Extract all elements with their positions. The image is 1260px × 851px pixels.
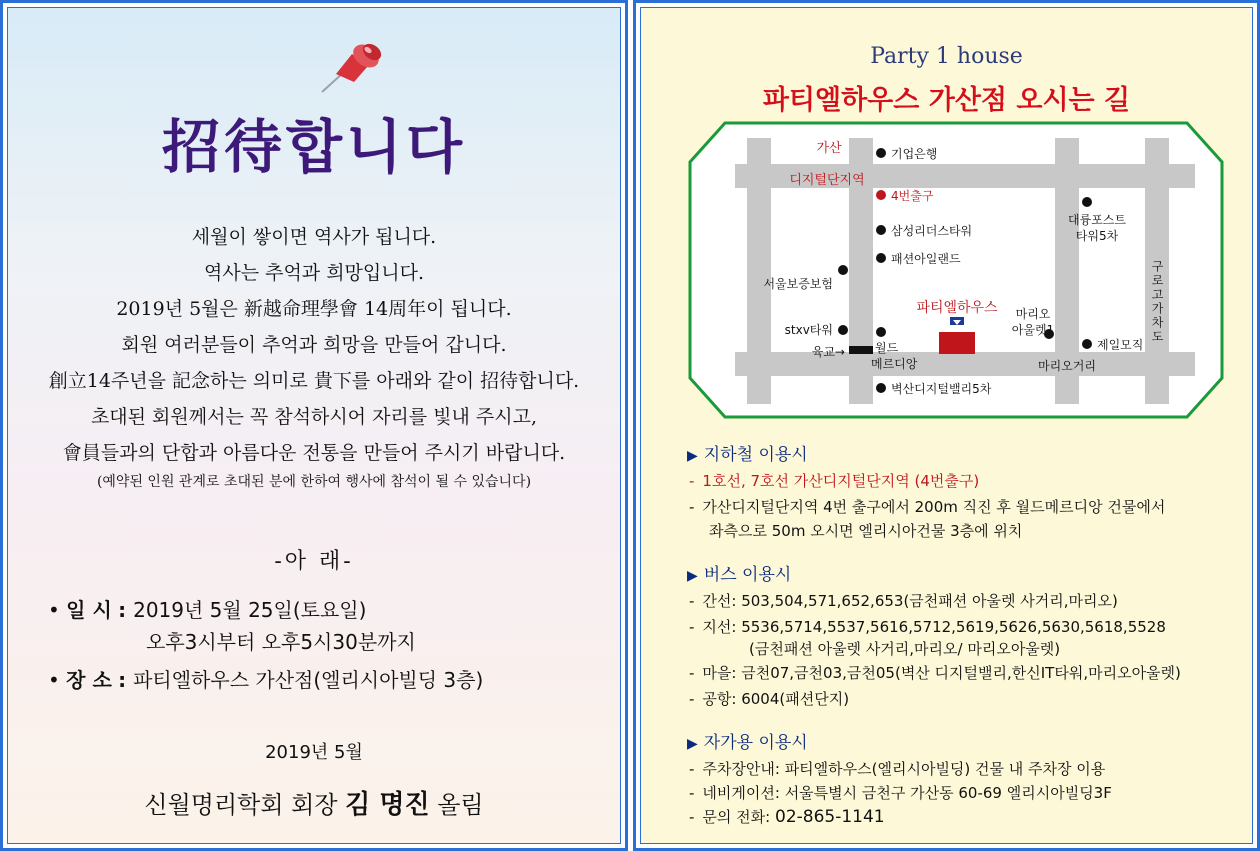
- directions-title: 파티엘하우스 가산점 오시는 길: [762, 85, 1131, 116]
- bus-branch-note: (금천패션 아울렛 사거리,마리오/ 마리오아울렛): [749, 640, 1061, 658]
- body-line-1: 세월이 쌓이면 역사가 됩니다.: [191, 226, 437, 248]
- datetime-value: 2019년 5월 25일(토요일): [133, 598, 367, 622]
- subway-line-2-text: 가산디지털단지역 4번 출구에서 200m 직진 후 월드메르디앙 건물에서: [702, 498, 1166, 516]
- car-heading: [687, 728, 808, 753]
- directions-inner: [640, 7, 1253, 844]
- bus-airport: [689, 688, 849, 709]
- samsung-dot: [876, 225, 886, 235]
- guro-road-label: 구로고가차도: [1150, 260, 1164, 344]
- place-value: 파티엘하우스 가산점(엘리시아빌딩 3층): [133, 668, 484, 692]
- daeryung-label-top: 대륭포스트: [1068, 213, 1126, 227]
- world-label-bottom: 메르디앙: [871, 357, 918, 371]
- destination-label: 파티엘하우스: [916, 300, 998, 316]
- bus-trunk-text: 간선: 503,504,571,652,653(금천패션 아울렛 사거리,마리오): [702, 592, 1118, 610]
- dash: -: [689, 498, 695, 516]
- dash: -: [689, 592, 695, 610]
- subway-line-3: 좌측으로 50m 오시면 엘리시아건물 3층에 위치: [709, 522, 1023, 540]
- bus-branch: [689, 616, 1166, 637]
- signature-suffix: 올림: [437, 791, 484, 819]
- exit4-label: 4번출구: [891, 189, 934, 203]
- push-pin-icon: [314, 36, 388, 100]
- subway-line-1-text: 1호선, 7호선 가산디지털단지역 (4번출구): [702, 472, 980, 490]
- car-navigation-text: 네비게이션: 서울특별시 금천구 가산동 60-69 엘리시아빌딩3F: [702, 784, 1112, 802]
- body-line-3: 2019년 5월은 新越命理學會 14周年이 됩니다.: [116, 298, 512, 320]
- daeryung-label-bottom: 타워5차: [1075, 229, 1119, 243]
- bus-heading: [687, 560, 791, 585]
- dash: -: [689, 664, 695, 682]
- station-label-top: 가산: [816, 141, 842, 156]
- exit4-dot: [876, 190, 886, 200]
- world-dot: [876, 327, 886, 337]
- colon: :: [118, 668, 134, 692]
- byuksan-label: 벽산디지털밸리5차: [891, 382, 992, 396]
- bus-airport-text: 공항: 6004(패션단지): [702, 690, 850, 708]
- triangle-bullet-icon: ▶: [687, 736, 698, 752]
- subway-line-2: [689, 496, 1165, 517]
- datetime-value-2: 오후3시부터 오후5시30분까지: [146, 630, 416, 654]
- insurance-label: 서울보증보험: [763, 277, 833, 291]
- datetime-row: [48, 594, 366, 623]
- stx-dot: [838, 325, 848, 335]
- car-parking-text: 주차장안내: 파티엘하우스(엘리시아빌딩) 건물 내 주차장 이용: [702, 760, 1106, 778]
- signature: [8, 784, 620, 821]
- bus-branch-text: 지선: 5536,5714,5537,5616,5712,5619,5626,5630,5618,5528: [702, 618, 1166, 636]
- body-line-4: 회원 여러분들이 추억과 희망을 만들어 갑니다.: [121, 334, 507, 356]
- triangle-bullet-icon: ▶: [687, 568, 698, 584]
- road-left: [747, 138, 771, 404]
- place-label: 장 소: [66, 668, 112, 692]
- bus-trunk: [689, 590, 1118, 611]
- jeil-dot: [1082, 339, 1092, 349]
- dash: -: [689, 690, 695, 708]
- location-map: [687, 120, 1225, 420]
- bullet-icon: •: [48, 598, 60, 622]
- insurance-dot: [838, 265, 848, 275]
- dash: -: [689, 760, 695, 778]
- datetime-label: 일 시: [66, 598, 112, 622]
- bullet-icon: •: [48, 668, 60, 692]
- mario-label-bottom: 아울렛1: [1011, 323, 1055, 337]
- invitation-title: 招待합니다: [161, 113, 467, 181]
- subway-heading-text: 지하철 이용시: [703, 445, 808, 465]
- body-line-2: 역사는 추억과 희망입니다.: [203, 262, 424, 284]
- dash: -: [689, 808, 695, 826]
- fashion-dot: [876, 253, 886, 263]
- signature-name: 김 명진: [345, 790, 430, 820]
- byuksan-dot: [876, 383, 886, 393]
- car-navigation: [689, 782, 1112, 803]
- mario-street-label: 마리오거리: [1038, 359, 1096, 373]
- venue-brand: Party 1 house: [870, 44, 1023, 69]
- stx-label: stxv타워: [784, 323, 833, 337]
- overpass-label: 육교→: [811, 345, 845, 359]
- phone-label: 문의 전화:: [702, 808, 771, 826]
- body-line-6: 초대된 회원께서는 꼭 참석하시어 자리를 빛내 주시고,: [90, 406, 538, 428]
- jeil-label: 제일모직: [1097, 338, 1144, 352]
- details-heading: -아 래-: [274, 549, 354, 574]
- place-row: [48, 664, 483, 693]
- fashion-label: 패션아일랜드: [891, 252, 961, 266]
- station-label-bottom: 디지털단지역: [789, 173, 865, 188]
- world-label-top: 월드: [875, 341, 899, 355]
- car-parking: [689, 758, 1105, 779]
- invitation-panel: [0, 0, 628, 851]
- body-line-5: 創立14주년을 記念하는 의미로 貴下를 아래와 같이 招待합니다.: [48, 370, 580, 392]
- issue-date: 2019년 5월: [265, 742, 363, 763]
- contact-phone-row: [689, 806, 885, 827]
- ibk-dot: [876, 148, 886, 158]
- dash: -: [689, 784, 695, 802]
- bus-village: [689, 662, 1181, 683]
- phone-number: 02-865-1141: [775, 807, 885, 827]
- bus-village-text: 마을: 금천07,금천03,금천05(벽산 디지털밸리,한신IT타워,마리오아울렛): [702, 664, 1181, 682]
- bus-heading-text: 버스 이용시: [703, 565, 792, 585]
- attendance-note: (예약된 인원 관계로 초대된 분에 한하여 행사에 참석이 될 수 있습니다): [96, 474, 532, 490]
- dash: -: [689, 472, 695, 490]
- directions-panel: [633, 0, 1260, 851]
- dash: -: [689, 618, 695, 636]
- destination-building: [939, 332, 975, 354]
- road-bottom: [735, 352, 1195, 376]
- signature-prefix: 신월명리학회 회장: [144, 791, 338, 819]
- datetime-row-2: [146, 626, 416, 655]
- triangle-bullet-icon: ▶: [687, 448, 698, 464]
- ibk-label: 기업은행: [891, 147, 938, 161]
- car-heading-text: 자가용 이용시: [703, 733, 808, 753]
- body-line-7: 會員들과의 단합과 아름다운 전통을 만들어 주시기 바랍니다.: [62, 442, 566, 464]
- samsung-label: 삼성리더스타워: [891, 224, 973, 238]
- invitation-inner: [7, 7, 621, 844]
- subway-heading: [687, 440, 808, 465]
- subway-line-1: [689, 470, 979, 491]
- mario-label-top: 마리오: [1015, 307, 1051, 321]
- daeryung-dot: [1082, 197, 1092, 207]
- colon: :: [118, 598, 134, 622]
- overpass-bar: [849, 346, 873, 354]
